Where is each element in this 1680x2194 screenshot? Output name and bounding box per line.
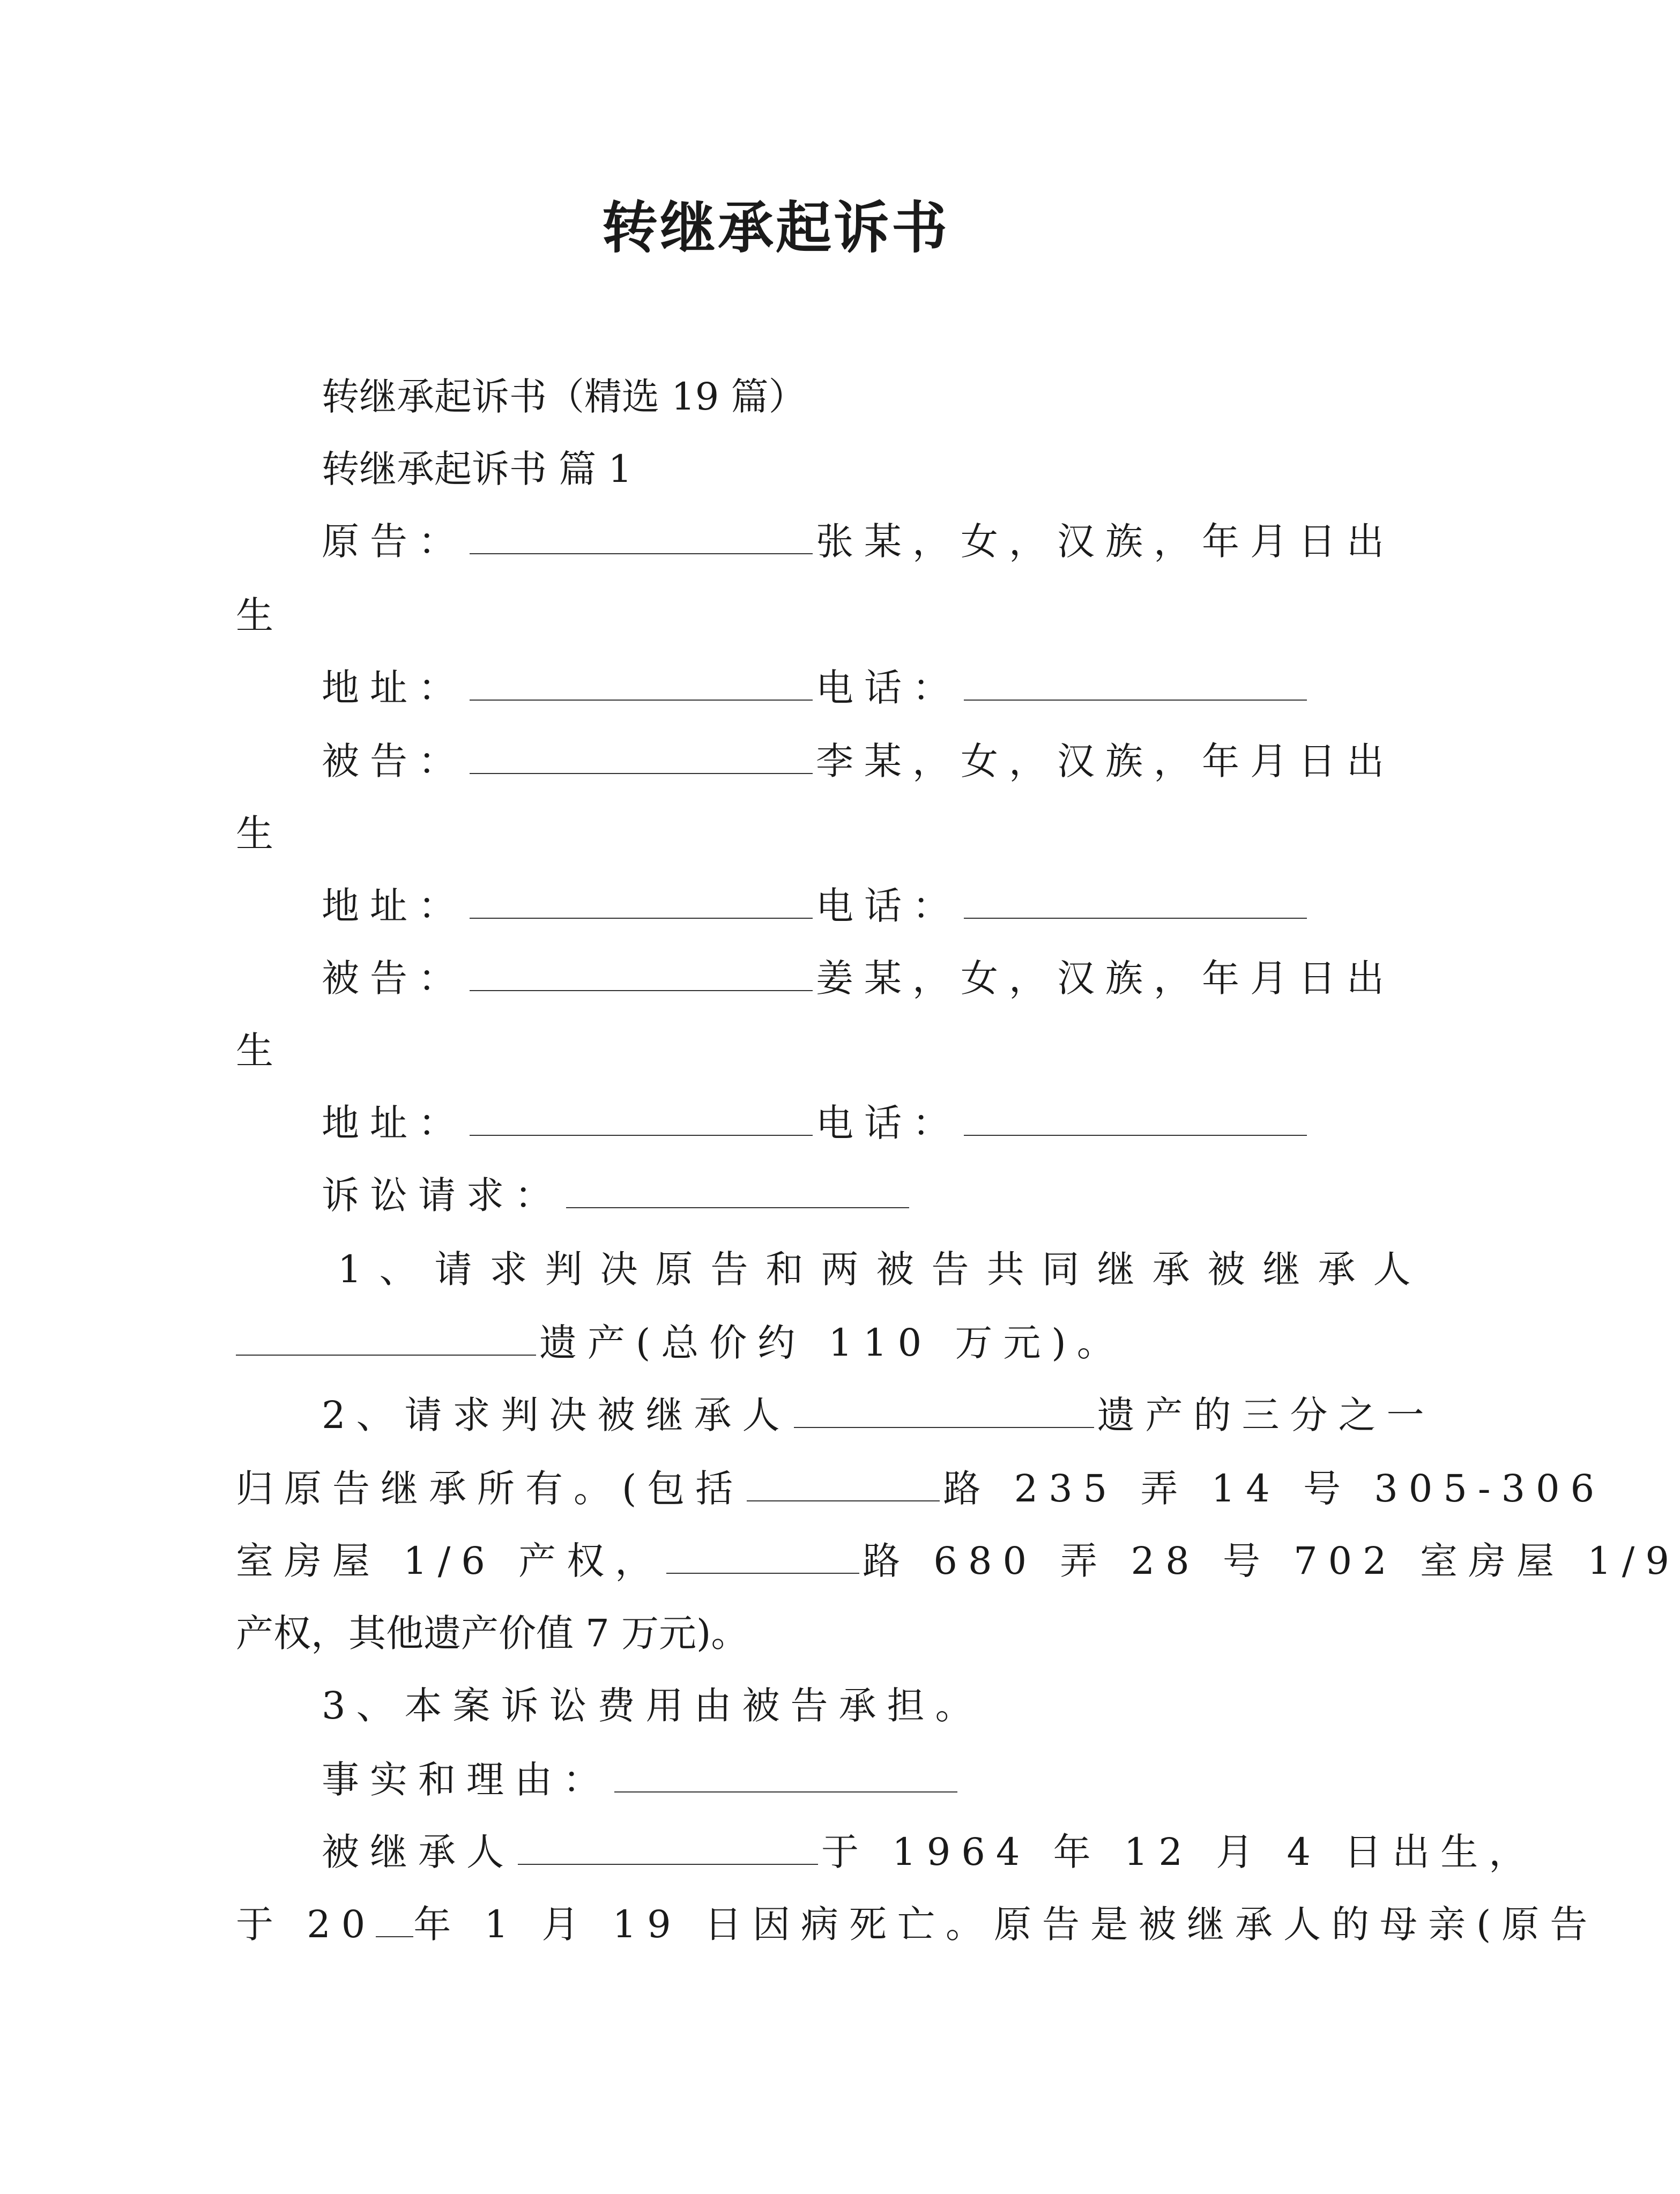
claim2-text-f: 路 680 弄 28 号 702 室房屋 1/9 bbox=[863, 1539, 1680, 1583]
claim1-text-a: 1、请求判决原告和两被告共同继承被继承人 bbox=[338, 1247, 1429, 1291]
defendant-label: 被告： bbox=[322, 956, 466, 1000]
phone-label: 电话： bbox=[816, 666, 961, 710]
defendant2-info: 姜某，女，汉族，年月日出 bbox=[816, 956, 1395, 1000]
plaintiff-info: 张某，女，汉族，年月日出 bbox=[816, 519, 1395, 563]
claim2-line4: 产权，其他遗产价值 7 万元)。 bbox=[236, 1611, 749, 1655]
claim2-line3 bbox=[236, 1534, 1680, 1588]
defendant2-name-blank bbox=[470, 951, 813, 991]
facts-para-line1 bbox=[322, 1825, 1537, 1879]
claim2-text-b: 遗产的三分之一 bbox=[1097, 1393, 1435, 1437]
claim2-text-c: 归原告继承所有。(包括 bbox=[236, 1467, 744, 1511]
facts-text-a: 被继承人 bbox=[322, 1830, 515, 1874]
facts-text-d: 年 1 月 19 日因病死亡。原告是被继承人的母亲(原告 bbox=[413, 1902, 1599, 1946]
claim3-line: 3、本案诉讼费用由被告承担。 bbox=[322, 1684, 984, 1728]
claim2-text-e: 室房屋 1/6 产权， bbox=[236, 1539, 664, 1583]
claim2-text-d: 路 235 弄 14 号 305-306 bbox=[943, 1467, 1605, 1511]
claims-label: 诉讼请求： bbox=[322, 1173, 563, 1217]
year-blank bbox=[376, 1898, 413, 1937]
claim1-line1 bbox=[338, 1243, 1429, 1296]
claim1-blank bbox=[236, 1316, 536, 1356]
address-label: 地址： bbox=[322, 884, 466, 928]
claim2-text-a: 2、请求判决被继承人 bbox=[322, 1393, 791, 1437]
phone-blank bbox=[964, 879, 1307, 919]
address-label: 地址： bbox=[322, 1101, 466, 1145]
phone-label: 电话： bbox=[816, 884, 961, 928]
defendant2-line bbox=[322, 951, 1395, 1005]
plaintiff-born: 生 bbox=[236, 593, 273, 637]
address-blank bbox=[470, 1096, 813, 1136]
defendant1-name-blank bbox=[470, 734, 813, 774]
phone-label: 电话： bbox=[816, 1101, 961, 1145]
facts-line bbox=[322, 1753, 961, 1806]
plaintiff-address-line bbox=[322, 661, 1310, 715]
defendant1-address-line bbox=[322, 879, 1310, 933]
claims-blank bbox=[566, 1169, 909, 1208]
document-title: 转继承起诉书 bbox=[601, 195, 949, 261]
address-blank bbox=[470, 879, 813, 919]
defendant1-born: 生 bbox=[236, 812, 273, 856]
section-heading: 转继承起诉书 篇 1 bbox=[322, 447, 633, 491]
claim2-blank2 bbox=[747, 1462, 940, 1501]
defendant-label: 被告： bbox=[322, 739, 466, 783]
plaintiff-name-blank bbox=[470, 515, 813, 554]
claim2-line1 bbox=[322, 1388, 1435, 1442]
claim2-line2 bbox=[236, 1462, 1605, 1515]
claim1-text-b: 遗产(总价约 110 万元)。 bbox=[539, 1321, 1125, 1365]
address-blank bbox=[470, 661, 813, 701]
claim2-blank3 bbox=[666, 1534, 859, 1574]
facts-blank bbox=[614, 1753, 957, 1793]
defendant2-address-line bbox=[322, 1096, 1310, 1150]
claim1-line2 bbox=[236, 1316, 1125, 1370]
plaintiff-label: 原告： bbox=[322, 519, 466, 563]
defendant1-line bbox=[322, 734, 1395, 788]
facts-para-line2 bbox=[236, 1898, 1598, 1951]
address-label: 地址： bbox=[322, 666, 466, 710]
claims-line bbox=[322, 1169, 912, 1222]
phone-blank bbox=[964, 661, 1307, 701]
claim2-blank1 bbox=[794, 1388, 1094, 1428]
decedent-name-blank bbox=[518, 1825, 818, 1865]
facts-label: 事实和理由： bbox=[322, 1758, 611, 1802]
phone-blank bbox=[964, 1096, 1307, 1136]
defendant1-info: 李某，女，汉族，年月日出 bbox=[816, 739, 1395, 783]
plaintiff-line bbox=[322, 515, 1395, 568]
defendant2-born: 生 bbox=[236, 1029, 273, 1073]
facts-text-b: 于 1964 年 12 月 4 日出生， bbox=[821, 1830, 1537, 1874]
document-heading: 转继承起诉书（精选 19 篇） bbox=[322, 375, 806, 419]
facts-text-c: 于 20 bbox=[236, 1902, 376, 1946]
